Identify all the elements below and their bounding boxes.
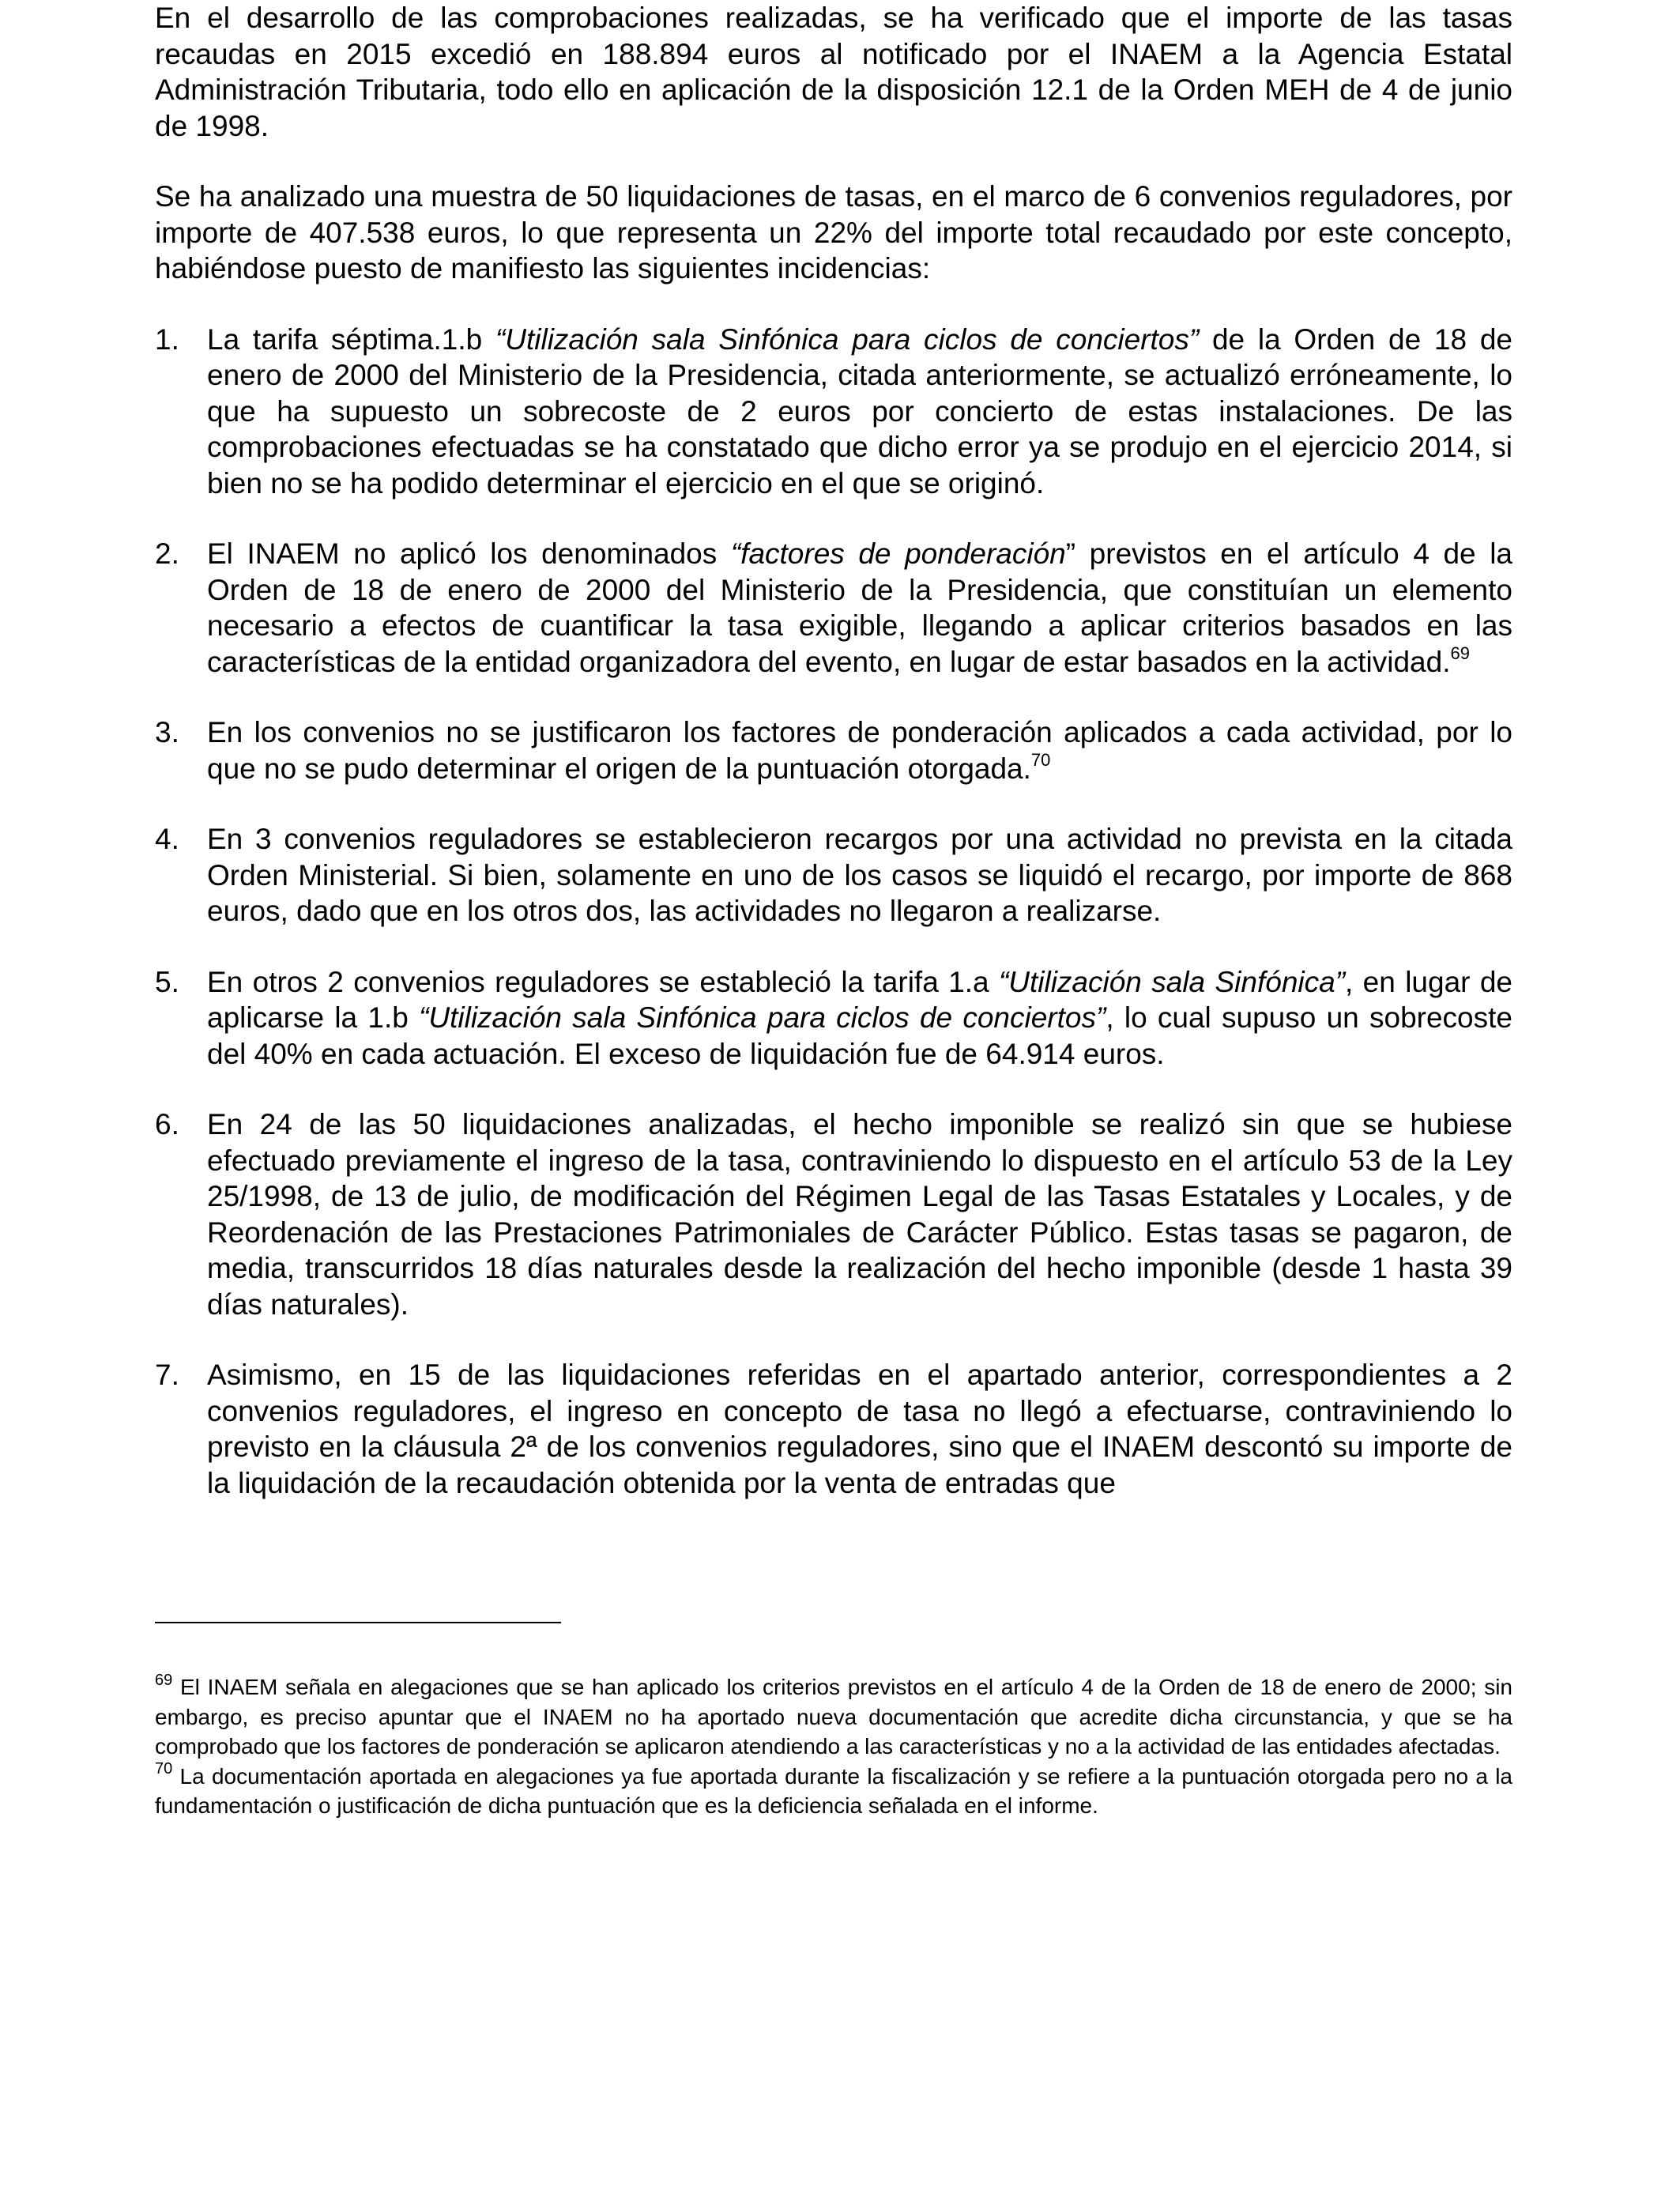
intro-paragraph: Se ha analizado una muestra de 50 liquidaciones de tasas, en el marco de 6 convenios reguladores, por importe de 407.538 euros, lo que representa un 22% del importe total recaudado por este concepto, habiéndose puesto de manifiesto las siguientes incidencias: xyxy=(155,180,1512,285)
item-number: 1. xyxy=(155,322,179,356)
footnote-ref[interactable]: 69 xyxy=(1450,643,1470,664)
quoted-tariff: “Utilización sala Sinfónica para ciclos de conciertos” xyxy=(495,322,1200,356)
item-number: 5. xyxy=(155,965,179,998)
footnote-separator xyxy=(155,1622,561,1623)
list-item xyxy=(155,1106,1512,1322)
item-text: La tarifa séptima.1.b “Utilización sala Sinfónica para ciclos de conciertos” de la Orden de 18 de enero de 2000 del Ministerio de la Presidencia, citada anteriormente, se actualizó erróneamente, lo que ha supuesto un sobrecoste de 2 euros por concierto de estas instalaciones. De las comprobaciones efectuadas se ha constatado que dicho error ya se produjo en el ejercicio 2014, si bien no se ha podido determinar el ejercicio en el que se originó. xyxy=(207,322,1512,499)
list-item xyxy=(155,1357,1512,1501)
quoted-tariff: “Utilización sala Sinfónica” xyxy=(998,965,1346,998)
quoted-tariff: “Utilización sala Sinfónica para ciclos de conciertos” xyxy=(419,1001,1106,1034)
footnote-number: 70 xyxy=(155,1760,173,1778)
footnote-text: La documentación aportada en alegaciones ya fue aportada durante la fiscalización y se refiere a la puntuación otorgada pero no a la fundamentación o justificación de dicha puntuación que es la deficiencia señalada en el informe. xyxy=(155,1763,1512,1818)
incidents-list xyxy=(155,322,1512,1502)
item-number: 3. xyxy=(155,716,179,748)
footnote-text: El INAEM señala en alegaciones que se han aplicado los criterios previstos en el artículo 4 de la Orden de 18 de enero de 2000; sin embargo, es preciso apuntar que el INAEM no ha aportado nueva documentación que acredite dicha circunstancia, y que se ha comprobado que los factores de ponderación se aplicaron atendiendo a las características y no a la actividad de las entidades afectadas. xyxy=(155,1675,1512,1759)
item-text: En 3 convenios reguladores se establecieron recargos por una actividad no prevista en la citada Orden Ministerial. Si bien, solamente en uno de los casos se liquidó el recargo, por importe de 868 euros, dado que en los otros dos, las actividades no llegaron a realizarse. xyxy=(207,823,1512,927)
intro-paragraph: En el desarrollo de las comprobaciones realizadas, se ha verificado que el importe de las tasas recaudas en 2015 excedió en 188.894 euros al notificado por el INAEM a la Agencia Estatal Administración Tributaria, todo ello en aplicación de la disposición 12.1 de la Orden MEH de 4 de junio de 1998. xyxy=(155,2,1512,142)
footnote xyxy=(155,1672,1512,1762)
footnotes xyxy=(155,1672,1512,1821)
item-text: Asimismo, en 15 de las liquidaciones referidas en el apartado anterior, correspondientes a 2 convenios reguladores, el ingreso en concepto de tasa no llegó a efectuarse, contraviniendo lo previsto en la cláusula 2ª de los convenios reguladores, sino que el INAEM descontó su importe de la liquidación de la recaudación obtenida por la venta de entradas que xyxy=(207,1359,1512,1499)
item-text: En otros 2 convenios reguladores se estableció la tarifa 1.a “Utilización sala Sinfónica”, en lugar de aplicarse la 1.b “Utilización sala Sinfónica para ciclos de conciertos”, lo cual supuso un sobrecoste del 40% en cada actuación. El exceso de liquidación fue de 64.914 euros. xyxy=(207,965,1512,1070)
item-text: El INAEM no aplicó los denominados “factores de ponderación” previstos en el artículo 4 de la Orden de 18 de enero de 2000 del Ministerio de la Presidencia, que constituían un elemento necesario a efectos de cuantificar la tasa exigible, llegando a aplicar criterios basados en las características de la entidad organizadora del evento, en lugar de estar basados en la actividad.$^{69}$ xyxy=(207,537,1513,678)
list-item xyxy=(155,714,1512,786)
document-body xyxy=(155,0,1512,1501)
item-text: En 24 de las 50 liquidaciones analizadas, el hecho imponible se realizó sin que se hubiese efectuado previamente el ingreso de la tasa, contraviniendo lo dispuesto en el artículo 53 de la Ley 25/1998, de 13 de julio, de modificación del Régimen Legal de las Tasas Estatales y Locales, y de Reordenación de las Prestaciones Patrimoniales de Carácter Público. Estas tasas se pagaron, de media, transcurridos 18 días naturales desde la realización del hecho imponible (desde 1 hasta 39 días naturales). xyxy=(207,1108,1512,1321)
footnote xyxy=(155,1762,1512,1821)
footnote-number: 69 xyxy=(155,1671,173,1689)
list-item xyxy=(155,536,1512,680)
list-item xyxy=(155,821,1512,929)
list-item xyxy=(155,322,1512,502)
list-item xyxy=(155,964,1512,1072)
item-number: 2. xyxy=(155,537,179,570)
item-number: 4. xyxy=(155,823,179,855)
item-number: 6. xyxy=(155,1108,179,1140)
item-number: 7. xyxy=(155,1359,179,1391)
item-text: En los convenios no se justificaron los factores de ponderación aplicados a cada actividad, por lo que no se pudo determinar el origen de la puntuación otorgada.$^{70}$ xyxy=(207,716,1512,785)
footnote-ref[interactable]: 70 xyxy=(1030,750,1051,771)
quoted-term: “factores de ponderación xyxy=(730,537,1066,570)
